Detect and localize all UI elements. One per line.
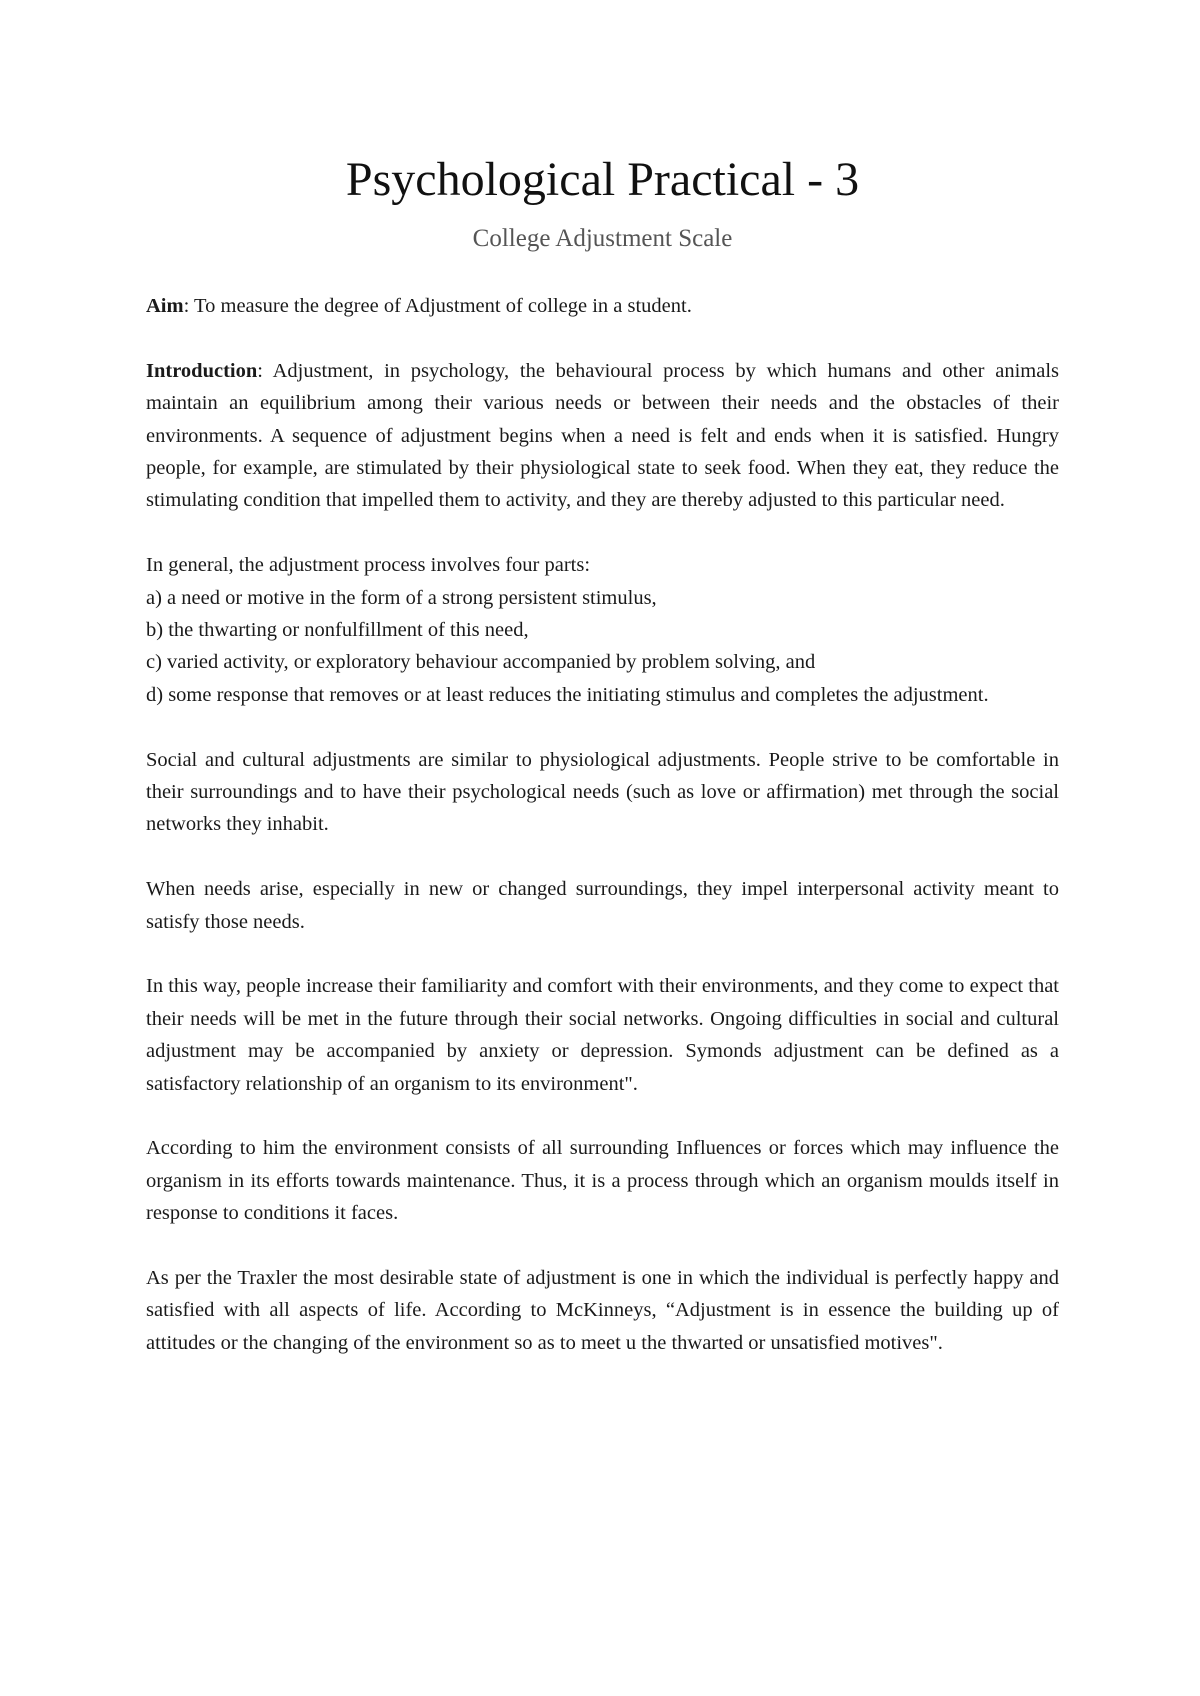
introduction-paragraph [146,355,1059,517]
introduction-text: : Adjustment, in psychology, the behavioural process by which humans and other animals maintain an equilibrium among their various needs or between their needs and the obstacles of their environments. A sequence of adjustment begins when a need is felt and ends when it is satisfied. Hungry people, for example, are stimulated by their physiological state to seek food. When they eat, they reduce the stimulating condition that impelled them to activity, and they are thereby adjusted to this particular need. [146,359,1059,512]
document-title: Psychological Practical - 3 [345,153,860,206]
aim-label: Aim [146,295,184,317]
process-part-b: b) the thwarting or nonfulfillment of this need, [146,619,529,642]
document-subtitle: College Adjustment Scale [472,225,733,252]
process-intro: In general, the adjustment process involves four parts: [146,554,591,577]
aim-text: : To measure the degree of Adjustment of college in a student. [183,295,692,317]
process-section [146,549,1059,711]
introduction-label: Introduction [146,359,258,382]
paragraph-traxler: As per the Traxler the most desirable state of adjustment is one in which the individual is perfectly happy and satisfied with all aspects of life. According to McKinneys, “Adjustment is in essence the building up of attitudes or the changing of the environment so as to meet u the thwarted or unsatisfied motives". [146,1267,1059,1354]
aim-paragraph [146,290,1059,322]
paragraph-social-cultural: Social and cultural adjustments are similar to physiological adjustments. People strive to be comfortable in their surroundings and to have their psychological needs (such as love or affirmation) met through the social networks they inhabit. [146,748,1059,836]
document-page [146,150,1059,1359]
paragraph-familiarity: In this way, people increase their familiarity and comfort with their environments, and they come to expect that their needs will be met in the future through their social networks. Ongoing difficulties in social and cultural adjustment may be accompanied by anxiety or depression. Symonds adjustment can be defined as a satisfactory relationship of an organism to its environment". [146,975,1059,1095]
process-part-a: a) a need or motive in the form of a strong persistent stimulus, [146,586,657,609]
process-part-d: d) some response that removes or at least reduces the initiating stimulus and completes the adjustment. [146,683,989,706]
paragraph-needs-arise: When needs arise, especially in new or changed surroundings, they impel interpersonal activity meant to satisfy those needs. [146,878,1059,933]
paragraph-environment: According to him the environment consists of all surrounding Influences or forces which may influence the organism in its efforts towards maintenance. Thus, it is a process through which an organism moulds itself in response to conditions it faces. [146,1137,1059,1225]
process-part-c: c) varied activity, or exploratory behaviour accompanied by problem solving, and [146,651,816,674]
